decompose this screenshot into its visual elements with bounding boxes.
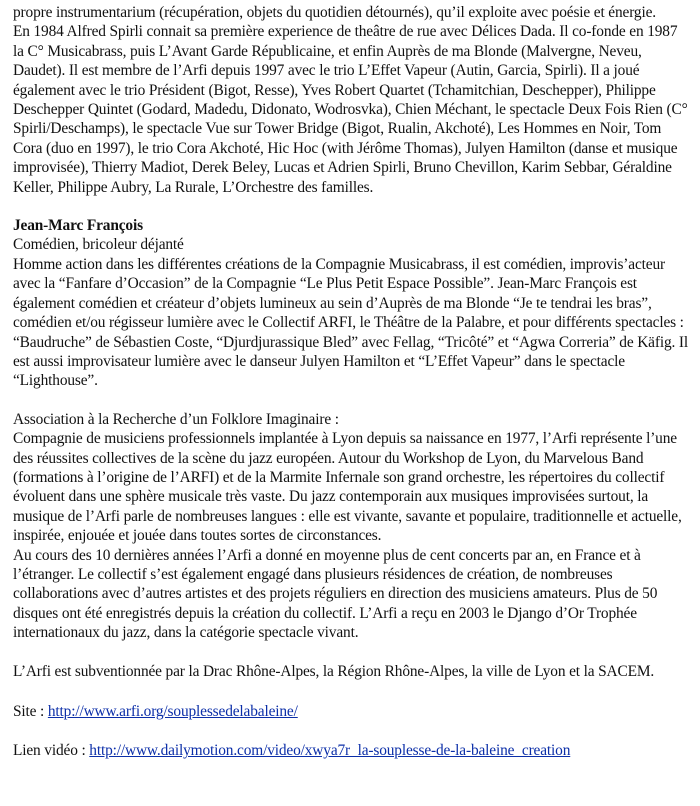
- bio-francois-section: [13, 216, 688, 391]
- arfi-title: Association à la Recherche d’un Folklore Imaginaire :: [13, 410, 339, 428]
- site-label: Site :: [13, 703, 48, 720]
- bio-spirli-intro-tail: propre instrumentarium (récupération, objets du quotidien détournés), qu’il exploite avec poésie et énergie.: [13, 4, 656, 21]
- bio-francois-role: Comédien, bricoleur déjanté: [13, 236, 184, 254]
- arfi-paragraph-2: Au cours des 10 dernières années l’Arfi a donné en moyenne plus de cent concerts par an, en France et à l’étranger. Le collectif s’est également engagé dans plusieurs résidences de création, de nombreuses collaborations avec d’autres artistes et des projets réguliers en direction des musiciens amateurs. Plus de 50 disques ont été enregistrés depuis la création du collectif. L’Arfi a reçu en 2003 le Django d’Or Trophée internationaux du jazz, dans la catégorie spectacle vivant.: [13, 546, 658, 642]
- arfi-paragraph-1: Compagnie de musiciens professionnels implantée à Lyon depuis sa naissance en 1977, l’Arfi représente l’une des réussites collectives de la scène du jazz européen. Autour du Workshop de Lyon, du Marvelous Band (formations à l’origine de l’ARFI) et de la Marmite Infernale son grand orchestre, les répertoires du collectif évoluent dans une sphère musicale très vaste. Du jazz contemporain aux musiques improvisées surtout, la musique de l’Arfi parle de nombreuses langues : elle est vivante, savante et populaire, traditionnelle et actuelle, inspirée, enjouée et jouée dans toutes sortes de circonstances.: [13, 430, 682, 545]
- bio-spirli-section: [13, 3, 688, 197]
- arfi-section: [13, 410, 688, 643]
- site-line: [13, 702, 688, 721]
- site-link[interactable]: http://www.arfi.org/souplessedelabaleine/: [47, 703, 298, 720]
- video-line: [13, 741, 688, 760]
- bio-francois-body: Homme action dans les différentes créations de la Compagnie Musicabrass, il est comédien, improvis’acteur avec la “Fanfare d’Occasion” de la Compagnie “Le Plus Petit Espace Possible”. Jean-Marc François est également comédien et créateur d’objets lumineux au sein d’Auprès de ma Blonde “Je te tendrai les bras”, comédien et/ou régisseur lumière avec le Collectif ARFI, le Théâtre de la Palabre, et pour différents spectacles : “Baudruche” de Sébastien Coste, “Djurdjurassique Bled” avec Fellag, “Tricôté” et “Agwa Correria” de Käfig. Il est aussi improvisateur lumière avec le danseur Julyen Hamilton et “L’Effet Vapeur” dans le spectacle “Lighthouse”.: [13, 255, 688, 390]
- video-label: Lien vidéo :: [13, 742, 90, 760]
- bio-francois-name: Jean-Marc François: [13, 217, 143, 235]
- arfi-funding: L’Arfi est subventionnée par la Drac Rhône-Alpes, la Région Rhône-Alpes, la ville de Lyon et la SACEM.: [13, 662, 655, 680]
- bio-spirli-body: En 1984 Alfred Spirli connait sa première experience de theâtre de rue avec Délices Dada. Il co-fonde en 1987 la C° Musicabrass, puis L’Avant Garde Républicaine, et enfin Auprès de ma Blonde (Malvergne, Neveu, Daudet). Il est membre de l’Arfi depuis 1997 avec le trio L’Effet Vapeur (Autin, Garcia, Spirli). Il a joué également avec le trio Président (Bigot, Resse), Yves Robert Quartet (Tchamitchian, Deschepper), Philippe Deschepper Quintet (Godard, Madedu, Didonato, Wodrosvka), Chien Méchant, le spectacle Deux Fois Rien (C° Spirli/Deschamps), le spectacle Vue sur Tower Bridge (Bigot, Rualin, Akchoté), Les Hommes en Noir, Tom Cora (duo en 1997), le trio Cora Akchoté, Hic Hoc (with Jérôme Thomas), Julyen Hamilton (danse et musique improvisée), Thierry Madiot, Derek Beley, Lucas et Adrien Spirli, Bruno Chevillon, Karim Sebbar, Géraldine Keller, Philippe Aubry, La Rurale, L’Orchestre des familles.: [13, 23, 688, 196]
- video-link[interactable]: http://www.dailymotion.com/video/xwya7r_la-souplesse-de-la-baleine_creation: [89, 742, 571, 760]
